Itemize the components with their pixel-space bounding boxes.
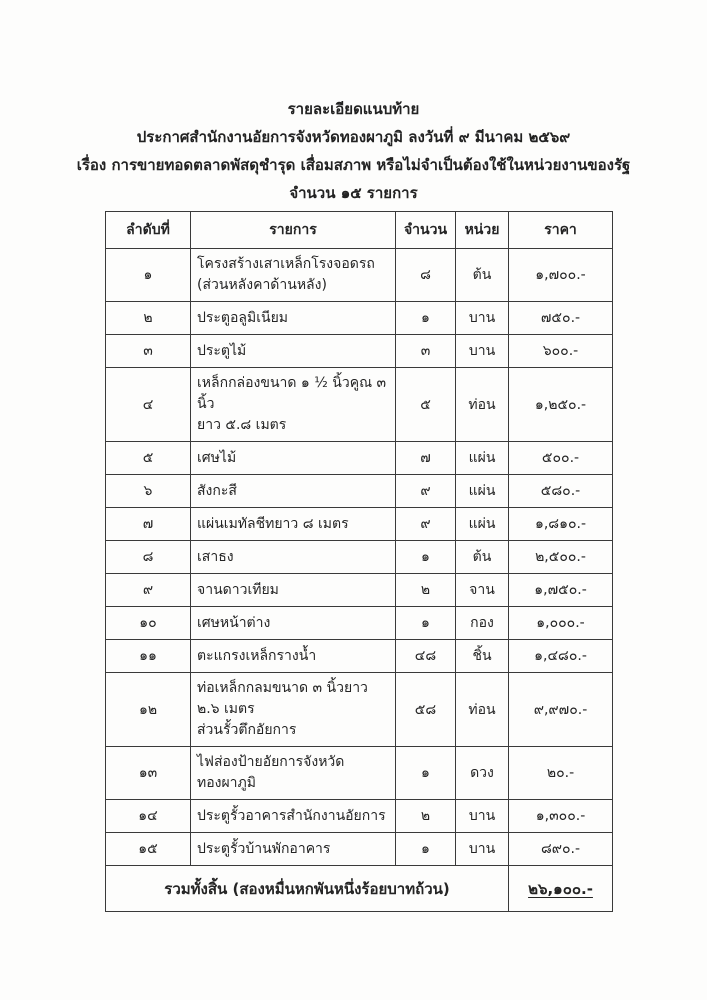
row-price: ๑,๘๑๐.- (509, 508, 613, 541)
row-number: ๑๒ (106, 673, 191, 747)
row-number: ๑๕ (106, 833, 191, 866)
row-quantity: ๙ (396, 508, 456, 541)
row-number: ๑๐ (106, 607, 191, 640)
table-row (106, 574, 613, 607)
header-item: รายการ (191, 212, 396, 249)
row-item: ประตูรั้วบ้านพักอาคาร (191, 833, 396, 866)
row-quantity: ๑ (396, 607, 456, 640)
row-unit: ต้น (456, 541, 509, 574)
row-unit: แผ่น (456, 442, 509, 475)
row-item: เศษไม้ (191, 442, 396, 475)
header-no: ลำดับที่ (106, 212, 191, 249)
row-price: ๙,๙๗๐.- (509, 673, 613, 747)
table-row (106, 541, 613, 574)
row-quantity: ๔๘ (396, 640, 456, 673)
row-unit: ชิ้น (456, 640, 509, 673)
row-quantity: ๒ (396, 800, 456, 833)
title-line-4: จำนวน ๑๕ รายการ (289, 184, 418, 202)
row-number: ๒ (106, 302, 191, 335)
row-unit: กอง (456, 607, 509, 640)
row-unit: บาน (456, 335, 509, 368)
row-number: ๖ (106, 475, 191, 508)
row-item: จานดาวเทียม (191, 574, 396, 607)
table-row (106, 475, 613, 508)
row-item: ประตูรั้วอาคารสำนักงานอัยการ (191, 800, 396, 833)
row-number: ๗ (106, 508, 191, 541)
items-table (105, 211, 613, 912)
row-price: ๑,๗๐๐.- (509, 249, 613, 302)
row-unit: จาน (456, 574, 509, 607)
row-quantity: ๓ (396, 335, 456, 368)
row-item: ประตูอลูมิเนียม (191, 302, 396, 335)
row-price: ๕๘๐.- (509, 475, 613, 508)
row-item: ประตูไม้ (191, 335, 396, 368)
row-unit: ดวง (456, 747, 509, 800)
title-line-2: ประกาศสำนักงานอัยการจังหวัดทองผาภูมิ ลงวันที่ ๙ มีนาคม ๒๕๖๙ (136, 128, 571, 146)
row-number: ๕ (106, 442, 191, 475)
row-quantity: ๘ (396, 249, 456, 302)
row-quantity: ๗ (396, 442, 456, 475)
row-item: สังกะสี (191, 475, 396, 508)
row-unit: บาน (456, 800, 509, 833)
row-quantity: ๒ (396, 574, 456, 607)
document-title-block (0, 0, 707, 207)
row-item: ท่อเหล็กกลมขนาด ๓ นิ้วยาว ๒.๖ เมตร ส่วนรั้วตึกอัยการ (191, 673, 396, 747)
title-line-3: เรื่อง การขายทอดตลาดพัสดุชำรุด เสื่อมสภาพ หรือไม่จำเป็นต้องใช้ในหน่วยงานของรัฐ (76, 156, 631, 174)
row-unit: ท่อน (456, 673, 509, 747)
row-price: ๘๙๐.- (509, 833, 613, 866)
row-item: เสาธง (191, 541, 396, 574)
table-row (106, 673, 613, 747)
table-body (106, 249, 613, 866)
row-number: ๑ (106, 249, 191, 302)
table-row (106, 607, 613, 640)
header-qty: จำนวน (396, 212, 456, 249)
row-price: ๑,๗๕๐.- (509, 574, 613, 607)
row-quantity: ๑ (396, 747, 456, 800)
row-price: ๑,๓๐๐.- (509, 800, 613, 833)
row-quantity: ๕๘ (396, 673, 456, 747)
row-unit: บาน (456, 833, 509, 866)
row-quantity: ๑ (396, 833, 456, 866)
table-header (106, 212, 613, 249)
row-item: ไฟส่องป้ายอัยการจังหวัดทองผาภูมิ (191, 747, 396, 800)
row-item: เหล็กกล่องขนาด ๑ ½ นิ้วคูณ ๓ นิ้ว ยาว ๕.๘ เมตร (191, 368, 396, 442)
table-row (106, 249, 613, 302)
row-number: ๑๔ (106, 800, 191, 833)
row-price: ๑,๐๐๐.- (509, 607, 613, 640)
row-quantity: ๑ (396, 541, 456, 574)
row-number: ๑๑ (106, 640, 191, 673)
row-price: ๑,๔๘๐.- (509, 640, 613, 673)
header-unit: หน่วย (456, 212, 509, 249)
table-row (106, 747, 613, 800)
header-price: ราคา (509, 212, 613, 249)
row-number: ๔ (106, 368, 191, 442)
row-item: ตะแกรงเหล็กรางน้ำ (191, 640, 396, 673)
row-unit: ท่อน (456, 368, 509, 442)
row-quantity: ๕ (396, 368, 456, 442)
table-row (106, 640, 613, 673)
table-row (106, 800, 613, 833)
table-row (106, 335, 613, 368)
row-number: ๘ (106, 541, 191, 574)
row-number: ๓ (106, 335, 191, 368)
row-price: ๕๐๐.- (509, 442, 613, 475)
title-line-1: รายละเอียดแนบท้าย (287, 100, 420, 118)
total-amount: ๒๖,๑๐๐.- (509, 866, 613, 912)
table-row (106, 833, 613, 866)
row-item: เศษหน้าต่าง (191, 607, 396, 640)
row-price: ๒,๕๐๐.- (509, 541, 613, 574)
table-row (106, 508, 613, 541)
table-row (106, 368, 613, 442)
table-row (106, 302, 613, 335)
row-price: ๒๐.- (509, 747, 613, 800)
table-row (106, 442, 613, 475)
row-unit: แผ่น (456, 475, 509, 508)
row-price: ๖๐๐.- (509, 335, 613, 368)
row-quantity: ๑ (396, 302, 456, 335)
row-price: ๑,๒๕๐.- (509, 368, 613, 442)
row-item: แผ่นเมทัลชีทยาว ๘ เมตร (191, 508, 396, 541)
row-unit: แผ่น (456, 508, 509, 541)
row-number: ๙ (106, 574, 191, 607)
row-item: โครงสร้างเสาเหล็กโรงจอดรถ (ส่วนหลังคาด้านหลัง) (191, 249, 396, 302)
row-unit: บาน (456, 302, 509, 335)
total-row (106, 866, 613, 912)
row-unit: ต้น (456, 249, 509, 302)
total-label: รวมทั้งสิ้น (สองหมื่นหกพันหนึ่งร้อยบาทถ้วน) (106, 866, 509, 912)
row-price: ๗๕๐.- (509, 302, 613, 335)
row-number: ๑๓ (106, 747, 191, 800)
row-quantity: ๙ (396, 475, 456, 508)
